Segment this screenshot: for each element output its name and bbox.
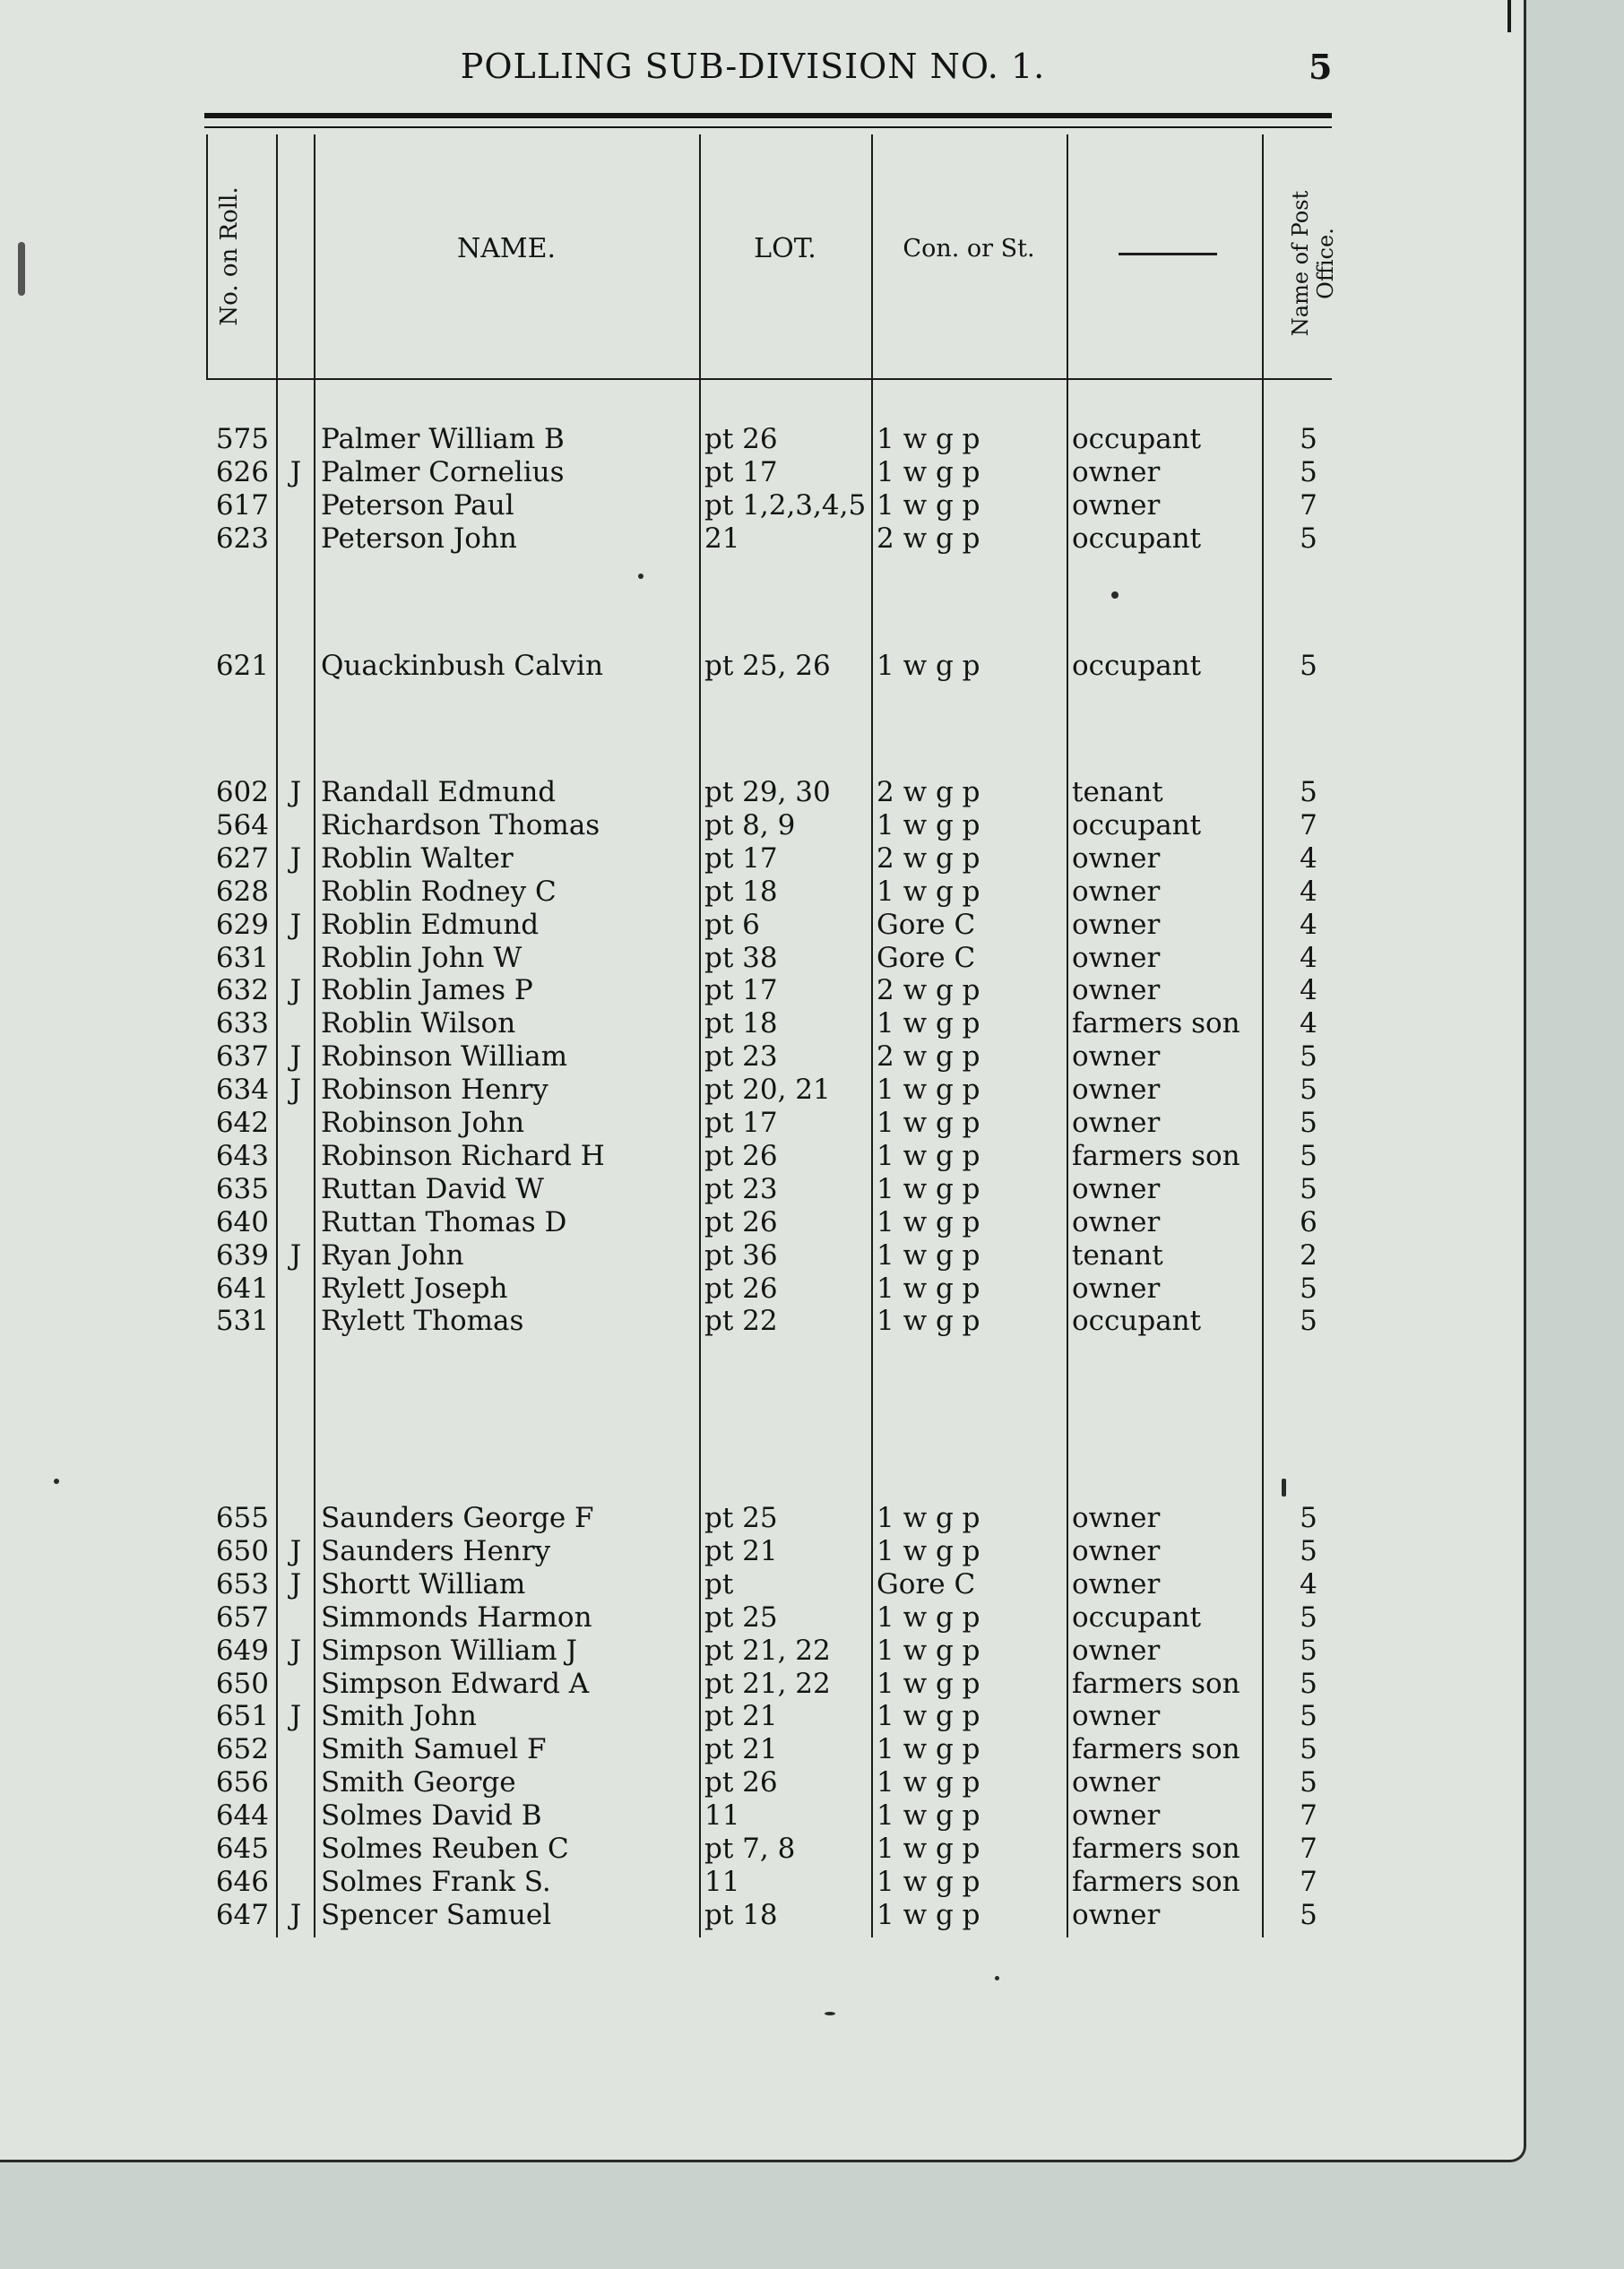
- lot-cell: 11: [704, 1865, 740, 1898]
- status-cell: occupant: [1072, 1305, 1202, 1338]
- concession-cell: 1 w g p: [877, 488, 980, 522]
- row-number: 639: [215, 1238, 269, 1272]
- post-office-cell: 5: [1300, 1600, 1317, 1634]
- status-cell: farmers son: [1072, 1667, 1240, 1700]
- lot-cell: pt 18: [704, 1898, 778, 1931]
- concession-cell: 1 w g p: [877, 455, 980, 488]
- row-number: 629: [215, 908, 269, 941]
- divider-left: [206, 134, 208, 378]
- row-number: 656: [215, 1766, 269, 1799]
- voter-name: Smith John: [321, 1700, 477, 1733]
- row-number: 653: [215, 1567, 269, 1600]
- concession-cell: 1 w g p: [877, 1139, 980, 1172]
- lot-cell: pt 17: [704, 841, 778, 875]
- page-number: 5: [1309, 47, 1333, 87]
- juror-mark: J: [289, 1040, 302, 1074]
- voter-name: Solmes Frank S.: [321, 1865, 551, 1898]
- row-number: 627: [215, 841, 269, 875]
- lot-cell: pt 26: [704, 1766, 778, 1799]
- juror-mark: J: [289, 1567, 302, 1600]
- voter-name: Simpson William J: [321, 1634, 577, 1667]
- divider-no: [276, 134, 278, 1937]
- status-cell: owner: [1072, 1766, 1161, 1799]
- status-cell: owner: [1072, 1205, 1161, 1238]
- header-rule-thin: [204, 126, 1332, 128]
- divider-status: [1262, 134, 1264, 1937]
- voter-name: Simpson Edward A: [321, 1667, 590, 1700]
- concession-cell: 1 w g p: [877, 1766, 980, 1799]
- voter-name: Palmer William B: [321, 423, 565, 455]
- binding-edge: [1507, 0, 1511, 32]
- concession-cell: 1 w g p: [877, 808, 980, 841]
- status-cell: owner: [1072, 1074, 1161, 1107]
- lot-cell: 21: [704, 522, 740, 555]
- lot-cell: pt 18: [704, 1007, 778, 1040]
- voter-name: Robinson William: [321, 1040, 567, 1074]
- voter-name: Richardson Thomas: [321, 808, 600, 841]
- lot-cell: pt 21, 22: [704, 1667, 831, 1700]
- post-office-cell: 5: [1300, 1107, 1317, 1139]
- voter-name: Spencer Samuel: [321, 1898, 552, 1931]
- concession-cell: 2 w g p: [877, 841, 980, 875]
- voter-name: Roblin Edmund: [321, 908, 540, 941]
- row-number: 657: [215, 1600, 269, 1634]
- status-cell: owner: [1072, 1107, 1161, 1139]
- post-office-cell: 5: [1300, 522, 1317, 555]
- row-number: 645: [215, 1833, 269, 1865]
- post-office-cell: 5: [1300, 1733, 1317, 1766]
- concession-cell: 1 w g p: [877, 423, 980, 455]
- concession-cell: 2 w g p: [877, 1040, 980, 1074]
- voter-name: Roblin John W: [321, 941, 523, 974]
- voter-name: Smith Samuel F: [321, 1733, 547, 1766]
- post-office-cell: 4: [1300, 908, 1317, 941]
- lot-cell: pt 17: [704, 455, 778, 488]
- row-number: 640: [215, 1205, 269, 1238]
- lot-cell: pt 20, 21: [704, 1074, 831, 1107]
- voter-name: Roblin Walter: [321, 841, 514, 875]
- post-office-cell: 5: [1300, 1502, 1317, 1534]
- voter-name: Robinson Henry: [321, 1074, 549, 1107]
- heading-post-office: Name of Post Office.: [1288, 190, 1338, 337]
- concession-cell: 1 w g p: [877, 1172, 980, 1205]
- lot-cell: pt 21: [704, 1534, 778, 1567]
- post-office-cell: 5: [1300, 1898, 1317, 1931]
- lot-cell: pt 21: [704, 1733, 778, 1766]
- post-office-cell: 5: [1300, 1040, 1317, 1074]
- row-number: 647: [215, 1898, 269, 1931]
- lot-cell: pt 21: [704, 1700, 778, 1733]
- concession-cell: 1 w g p: [877, 1074, 980, 1107]
- status-cell: farmers son: [1072, 1139, 1240, 1172]
- divider-name: [699, 134, 701, 1937]
- lot-cell: pt 26: [704, 1205, 778, 1238]
- voter-name: Roblin Rodney C: [321, 875, 557, 908]
- status-cell: occupant: [1072, 650, 1202, 682]
- row-number: 602: [215, 776, 269, 808]
- row-number: 650: [215, 1534, 269, 1567]
- status-cell: owner: [1072, 1567, 1161, 1600]
- post-office-cell: 2: [1300, 1238, 1317, 1272]
- row-number: 632: [215, 974, 269, 1007]
- scan-speck: [54, 1479, 59, 1484]
- post-office-cell: 5: [1300, 1634, 1317, 1667]
- status-cell: tenant: [1072, 776, 1163, 808]
- status-cell: owner: [1072, 1172, 1161, 1205]
- juror-mark: J: [289, 908, 302, 941]
- concession-cell: 1 w g p: [877, 1733, 980, 1766]
- status-cell: farmers son: [1072, 1833, 1240, 1865]
- status-cell: owner: [1072, 1799, 1161, 1833]
- row-number: 650: [215, 1667, 269, 1700]
- status-cell: owner: [1072, 1700, 1161, 1733]
- juror-mark: J: [289, 1700, 302, 1733]
- status-cell: owner: [1072, 1534, 1161, 1567]
- voter-name: Robinson John: [321, 1107, 525, 1139]
- row-number: 564: [215, 808, 269, 841]
- lot-cell: pt 23: [704, 1040, 778, 1074]
- status-cell: owner: [1072, 908, 1161, 941]
- status-cell: owner: [1072, 1502, 1161, 1534]
- voter-name: Rylett Thomas: [321, 1305, 524, 1338]
- status-cell: owner: [1072, 455, 1161, 488]
- concession-cell: 1 w g p: [877, 875, 980, 908]
- post-office-cell: 5: [1300, 1272, 1317, 1305]
- juror-mark: J: [289, 776, 302, 808]
- lot-cell: pt 17: [704, 1107, 778, 1139]
- row-number: 652: [215, 1733, 269, 1766]
- voter-name: Peterson John: [321, 522, 517, 555]
- lot-cell: pt 25, 26: [704, 650, 831, 682]
- heading-lot: LOT.: [754, 233, 816, 264]
- status-cell: farmers son: [1072, 1007, 1240, 1040]
- voter-name: Ruttan David W: [321, 1172, 544, 1205]
- juror-mark: J: [289, 974, 302, 1007]
- concession-cell: 1 w g p: [877, 1238, 980, 1272]
- voter-name: Ruttan Thomas D: [321, 1205, 567, 1238]
- heading-name: NAME.: [456, 233, 557, 264]
- concession-cell: 1 w g p: [877, 1865, 980, 1898]
- post-office-cell: 4: [1300, 875, 1317, 908]
- concession-cell: 1 w g p: [877, 1667, 980, 1700]
- status-cell: owner: [1072, 841, 1161, 875]
- post-office-cell: 4: [1300, 1007, 1317, 1040]
- status-cell: owner: [1072, 488, 1161, 522]
- voter-name: Peterson Paul: [321, 488, 514, 522]
- row-number: 643: [215, 1139, 269, 1172]
- page-title: POLLING SUB-DIVISION NO. 1.: [460, 47, 1046, 86]
- juror-mark: J: [289, 841, 302, 875]
- voter-name: Roblin Wilson: [321, 1007, 516, 1040]
- row-number: 644: [215, 1799, 269, 1833]
- lot-cell: pt 6: [704, 908, 760, 941]
- post-office-cell: 5: [1300, 455, 1317, 488]
- voter-name: Saunders George F: [321, 1502, 594, 1534]
- divider-j: [314, 134, 315, 1937]
- lot-cell: pt 22: [704, 1305, 778, 1338]
- concession-cell: 1 w g p: [877, 1305, 980, 1338]
- concession-cell: 1 w g p: [877, 650, 980, 682]
- status-cell: occupant: [1072, 522, 1202, 555]
- row-number: 641: [215, 1272, 269, 1305]
- juror-mark: J: [289, 1238, 302, 1272]
- voter-name: Shortt William: [321, 1567, 526, 1600]
- concession-cell: Gore C: [877, 1567, 976, 1600]
- status-cell: owner: [1072, 1040, 1161, 1074]
- post-office-cell: 5: [1300, 1172, 1317, 1205]
- status-cell: owner: [1072, 974, 1161, 1007]
- concession-cell: 1 w g p: [877, 1007, 980, 1040]
- lot-cell: 11: [704, 1799, 740, 1833]
- juror-mark: J: [289, 1074, 302, 1107]
- voter-name: Robinson Richard H: [321, 1139, 605, 1172]
- voter-name: Rylett Joseph: [321, 1272, 508, 1305]
- voter-name: Ryan John: [321, 1238, 464, 1272]
- scan-speck: [1282, 1479, 1286, 1497]
- lot-cell: pt 36: [704, 1238, 778, 1272]
- lot-cell: pt 29, 30: [704, 776, 831, 808]
- concession-cell: 1 w g p: [877, 1107, 980, 1139]
- lot-cell: pt 18: [704, 875, 778, 908]
- status-cell: owner: [1072, 1898, 1161, 1931]
- post-office-cell: 7: [1300, 1865, 1317, 1898]
- concession-cell: 1 w g p: [877, 1898, 980, 1931]
- post-office-cell: 7: [1300, 488, 1317, 522]
- concession-cell: 2 w g p: [877, 522, 980, 555]
- lot-cell: pt 8, 9: [704, 808, 796, 841]
- voter-name: Palmer Cornelius: [321, 455, 565, 488]
- lot-cell: pt: [704, 1567, 734, 1600]
- row-number: 626: [215, 455, 269, 488]
- lot-cell: pt 1,2,3,4,5: [704, 488, 867, 522]
- lot-cell: pt 17: [704, 974, 778, 1007]
- status-cell: farmers son: [1072, 1733, 1240, 1766]
- post-office-cell: 5: [1300, 1534, 1317, 1567]
- status-cell: occupant: [1072, 1600, 1202, 1634]
- concession-cell: 1 w g p: [877, 1634, 980, 1667]
- lot-cell: pt 25: [704, 1600, 778, 1634]
- concession-cell: Gore C: [877, 908, 976, 941]
- status-cell: tenant: [1072, 1238, 1163, 1272]
- lot-cell: pt 23: [704, 1172, 778, 1205]
- voter-name: Simmonds Harmon: [321, 1600, 592, 1634]
- row-number: 635: [215, 1172, 269, 1205]
- row-number: 649: [215, 1634, 269, 1667]
- voter-name: Solmes Reuben C: [321, 1833, 569, 1865]
- lot-cell: pt 38: [704, 941, 778, 974]
- concession-cell: 2 w g p: [877, 776, 980, 808]
- post-office-cell: 5: [1300, 1139, 1317, 1172]
- status-cell: owner: [1072, 1634, 1161, 1667]
- concession-cell: 1 w g p: [877, 1502, 980, 1534]
- post-office-cell: 6: [1300, 1205, 1317, 1238]
- row-number: 531: [215, 1305, 269, 1338]
- voter-name: Randall Edmund: [321, 776, 557, 808]
- post-office-cell: 4: [1300, 841, 1317, 875]
- heading-blank-dash: [1119, 253, 1217, 255]
- scan-speck: [825, 2012, 835, 2015]
- post-office-cell: 4: [1300, 1567, 1317, 1600]
- row-number: 651: [215, 1700, 269, 1733]
- lot-cell: pt 21, 22: [704, 1634, 831, 1667]
- lot-cell: pt 25: [704, 1502, 778, 1534]
- status-cell: occupant: [1072, 808, 1202, 841]
- concession-cell: 1 w g p: [877, 1833, 980, 1865]
- post-office-cell: 5: [1300, 1700, 1317, 1733]
- row-number: 617: [215, 488, 269, 522]
- heading-con-or-st: Con. or St.: [903, 235, 1035, 263]
- concession-cell: 1 w g p: [877, 1272, 980, 1305]
- status-cell: owner: [1072, 875, 1161, 908]
- juror-mark: J: [289, 455, 302, 488]
- header-rule-thick: [204, 113, 1332, 118]
- concession-cell: 1 w g p: [877, 1600, 980, 1634]
- divider-lot: [871, 134, 873, 1937]
- concession-cell: 1 w g p: [877, 1534, 980, 1567]
- row-number: 631: [215, 941, 269, 974]
- row-number: 646: [215, 1865, 269, 1898]
- concession-cell: 1 w g p: [877, 1205, 980, 1238]
- post-office-cell: 5: [1300, 1074, 1317, 1107]
- voter-name: Solmes David B: [321, 1799, 542, 1833]
- scan-speck: [995, 1976, 999, 1980]
- voter-name: Roblin James P: [321, 974, 533, 1007]
- post-office-cell: 5: [1300, 776, 1317, 808]
- post-office-cell: 4: [1300, 974, 1317, 1007]
- scan-speck: [638, 574, 644, 579]
- post-office-cell: 7: [1300, 1833, 1317, 1865]
- post-office-cell: 5: [1300, 1667, 1317, 1700]
- row-number: 633: [215, 1007, 269, 1040]
- row-number: 634: [215, 1074, 269, 1107]
- row-number: 637: [215, 1040, 269, 1074]
- post-office-cell: 7: [1300, 808, 1317, 841]
- heading-no-on-roll: No. on Roll.: [216, 186, 243, 326]
- row-number: 642: [215, 1107, 269, 1139]
- status-cell: occupant: [1072, 423, 1202, 455]
- scan-speck: [1111, 591, 1119, 599]
- scan-mark: [18, 242, 25, 296]
- post-office-cell: 5: [1300, 423, 1317, 455]
- divider-con: [1067, 134, 1068, 1937]
- voter-name: Smith George: [321, 1766, 516, 1799]
- juror-mark: J: [289, 1898, 302, 1931]
- lot-cell: pt 26: [704, 1272, 778, 1305]
- concession-cell: 1 w g p: [877, 1700, 980, 1733]
- concession-cell: 1 w g p: [877, 1799, 980, 1833]
- voter-name: Saunders Henry: [321, 1534, 551, 1567]
- juror-mark: J: [289, 1534, 302, 1567]
- row-number: 655: [215, 1502, 269, 1534]
- lot-cell: pt 26: [704, 423, 778, 455]
- row-number: 623: [215, 522, 269, 555]
- status-cell: farmers son: [1072, 1865, 1240, 1898]
- lot-cell: pt 26: [704, 1139, 778, 1172]
- post-office-cell: 4: [1300, 941, 1317, 974]
- status-cell: owner: [1072, 1272, 1161, 1305]
- row-number: 621: [215, 650, 269, 682]
- row-number: 575: [215, 423, 269, 455]
- post-office-cell: 7: [1300, 1799, 1317, 1833]
- concession-cell: 2 w g p: [877, 974, 980, 1007]
- juror-mark: J: [289, 1634, 302, 1667]
- lot-cell: pt 7, 8: [704, 1833, 796, 1865]
- voter-name: Quackinbush Calvin: [321, 650, 603, 682]
- row-number: 628: [215, 875, 269, 908]
- post-office-cell: 5: [1300, 650, 1317, 682]
- post-office-cell: 5: [1300, 1766, 1317, 1799]
- post-office-cell: 5: [1300, 1305, 1317, 1338]
- status-cell: owner: [1072, 941, 1161, 974]
- concession-cell: Gore C: [877, 941, 976, 974]
- header-bottom-rule: [206, 378, 1332, 380]
